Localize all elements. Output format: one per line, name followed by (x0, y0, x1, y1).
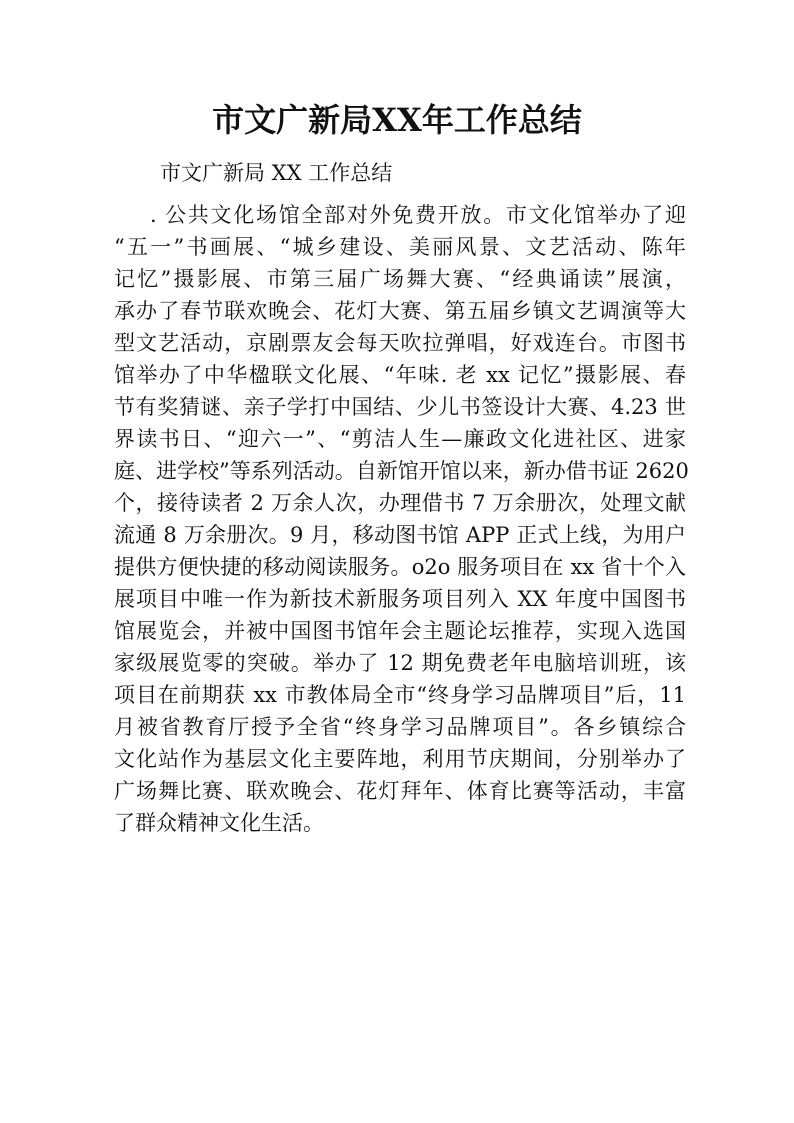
document-subtitle: 市文广新局 XX 工作总结 (160, 161, 393, 185)
paragraph-line: 节有奖猜谜、亲子学打中国结、少儿书签设计大赛、4.23 世 (114, 395, 686, 419)
paragraph-line: . 公共文化场馆全部对外免费开放。市文化馆举办了迎 (150, 203, 686, 227)
paragraph-line: 项目在前期获 xx 市教体局全市“终身学习品牌项目”后，11 (114, 683, 686, 707)
body-paragraph (114, 199, 689, 839)
paragraph-line: 个，接待读者 2 万余人次，办理借书 7 万余册次，处理文献 (114, 491, 686, 515)
paragraph-line: 型文艺活动，京剧票友会每天吹拉弹唱，好戏连台。市图书 (114, 331, 686, 355)
paragraph-line: 展项目中唯一作为新技术新服务项目列入 XX 年度中国图书 (114, 587, 686, 611)
paragraph-line: 广场舞比赛、联欢晚会、花灯拜年、体育比赛等活动，丰富 (114, 779, 686, 803)
paragraph-line: 记忆”摄影展、市第三届广场舞大赛、“经典诵读”展演， (114, 267, 686, 291)
paragraph-line: 文化站作为基层文化主要阵地，利用节庆期间，分别举办了 (114, 747, 686, 771)
paragraph-line: 家级展览零的突破。举办了 12 期免费老年电脑培训班，该 (114, 651, 686, 675)
paragraph-line: 承办了春节联欢晚会、花灯大赛、第五届乡镇文艺调演等大 (114, 299, 686, 323)
paragraph-line: 界读书日、“迎六一”、“剪洁人生—廉政文化进社区、进家 (114, 427, 686, 451)
paragraph-line: 了群众精神文化生活。 (114, 811, 324, 835)
paragraph-line: 馆展览会，并被中国图书馆年会主题论坛推荐，实现入选国 (114, 619, 686, 643)
paragraph-line: 庭、进学校”等系列活动。自新馆开馆以来，新办借书证 2620 (114, 459, 689, 483)
paragraph-line: “五一”书画展、“城乡建设、美丽风景、文艺活动、陈年 (114, 235, 686, 259)
paragraph-line: 提供方便快捷的移动阅读服务。o2o 服务项目在 xx 省十个入 (114, 555, 686, 579)
paragraph-line: 月被省教育厅授予全省“终身学习品牌项目”。各乡镇综合 (114, 715, 686, 739)
paragraph-line: 馆举办了中华楹联文化展、“年味. 老 xx 记忆”摄影展、春 (114, 363, 686, 387)
document-title: 市文广新局XX年工作总结 (212, 101, 582, 139)
paragraph-line: 流通 8 万余册次。9 月，移动图书馆 APP 正式上线，为用户 (114, 523, 686, 547)
